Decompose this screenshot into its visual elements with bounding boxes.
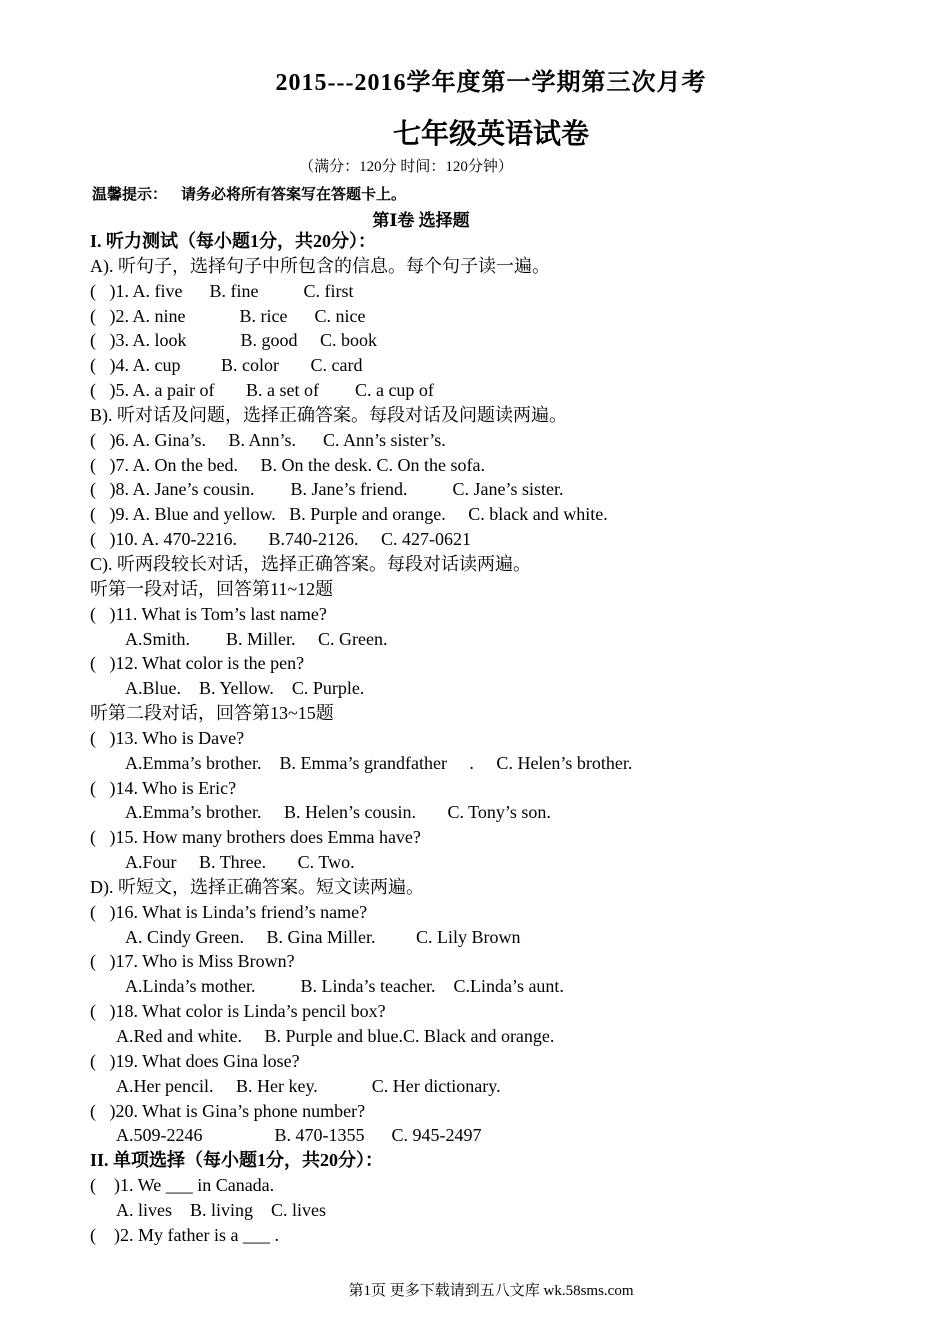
question-line: ( )2. A. nine B. rice C. nice [90, 305, 366, 326]
question-line: ( )18. What color is Linda’s pencil box? [90, 1001, 386, 1022]
question-line: A.Emma’s brother. B. Emma’s grandfather . C. Helen’s brother. [90, 752, 633, 773]
question-line: ( )5. A. a pair of B. a set of C. a cup of [90, 380, 434, 401]
question-line: ( )14. Who is Eric? [90, 777, 237, 798]
question-line: ( )2. My father is a ___ . [90, 1224, 279, 1245]
question-line: ( )6. A. Gina’s. B. Ann’s. C. Ann’s sister’s. [90, 429, 446, 450]
question-line: 听第二段对话，回答第13~15题 [90, 703, 334, 724]
question-line: B). 听对话及问题，选择正确答案。每段对话及问题读两遍。 [90, 404, 567, 425]
section-title: I. 听力测试（每小题1分，共20分）： [90, 231, 377, 251]
question-line: A.Emma’s brother. B. Helen’s cousin. C. Tony’s son. [90, 802, 551, 823]
tip-label: 温馨提示： [92, 185, 168, 203]
warm-tip [92, 183, 406, 204]
question-line: ( )17. Who is Miss Brown? [90, 951, 295, 972]
question-line: 听第一段对话，回答第11~12题 [90, 578, 334, 599]
question-line: A). 听句子，选择句子中所包含的信息。每个句子读一遍。 [90, 255, 550, 276]
question-line: C). 听两段较长对话，选择正确答案。每段对话读两遍。 [90, 553, 531, 574]
question-line: A.Smith. B. Miller. C. Green. [90, 628, 388, 649]
question-line: ( )11. What is Tom’s last name? [90, 603, 327, 624]
question-line: ( )10. A. 470-2216. B.740-2126. C. 427-0621 [90, 529, 471, 550]
question-line: A.Blue. B. Yellow. C. Purple. [90, 678, 365, 699]
question-line: ( )15. How many brothers does Emma have? [90, 827, 421, 848]
question-line: ( )9. A. Blue and yellow. B. Purple and orange. C. black and white. [90, 504, 608, 525]
question-line: ( )12. What color is the pen? [90, 653, 305, 674]
question-line: D). 听短文，选择正确答案。短文读两遍。 [90, 876, 424, 897]
question-line: A. Cindy Green. B. Gina Miller. C. Lily Brown [90, 926, 521, 947]
question-line: ( )1. A. five B. fine C. first [90, 280, 354, 301]
tip-text: 请务必将所有答案写在答题卡上。 [181, 185, 407, 203]
page-footer: 第1页 更多下载请到五八文库 wk.58sms.com [348, 1283, 634, 1299]
exam-title: 2015---2016学年度第一学期第三次月考 [275, 70, 707, 96]
exam-subtitle: 七年级英语试卷 [392, 119, 589, 150]
question-line: A.509-2246 B. 470-1355 C. 945-2497 [90, 1125, 482, 1146]
question-line: ( )4. A. cup B. color C. card [90, 355, 363, 376]
section-title: II. 单项选择（每小题1分，共20分）： [90, 1150, 384, 1171]
question-line: A. lives B. living C. lives [90, 1199, 327, 1220]
question-line: ( )7. A. On the bed. B. On the desk. C. On the sofa. [90, 454, 485, 475]
score-time-note: （满分：120分 时间：120分钟） [299, 159, 513, 175]
question-line: A.Linda’s mother. B. Linda’s teacher. C.Linda’s aunt. [90, 976, 564, 997]
question-line: A.Red and white. B. Purple and blue.C. Black and orange. [90, 1026, 555, 1046]
question-line: ( )1. We ___ in Canada. [90, 1175, 275, 1196]
question-line: ( )19. What does Gina lose? [90, 1050, 300, 1071]
question-line: ( )20. What is Gina’s phone number? [90, 1100, 366, 1121]
question-body [90, 229, 910, 1248]
question-line: ( )16. What is Linda’s friend’s name? [90, 901, 368, 922]
question-line: ( )13. Who is Dave? [90, 727, 245, 748]
section-heading: 第Ⅰ卷 选择题 [372, 211, 470, 230]
question-line: A.Four B. Three. C. Two. [90, 852, 355, 873]
question-line: A.Her pencil. B. Her key. C. Her dictionary. [90, 1075, 501, 1096]
question-line: ( )3. A. look B. good C. book [90, 330, 378, 351]
question-line: ( )8. A. Jane’s cousin. B. Jane’s friend. C. Jane’s sister. [90, 479, 564, 500]
